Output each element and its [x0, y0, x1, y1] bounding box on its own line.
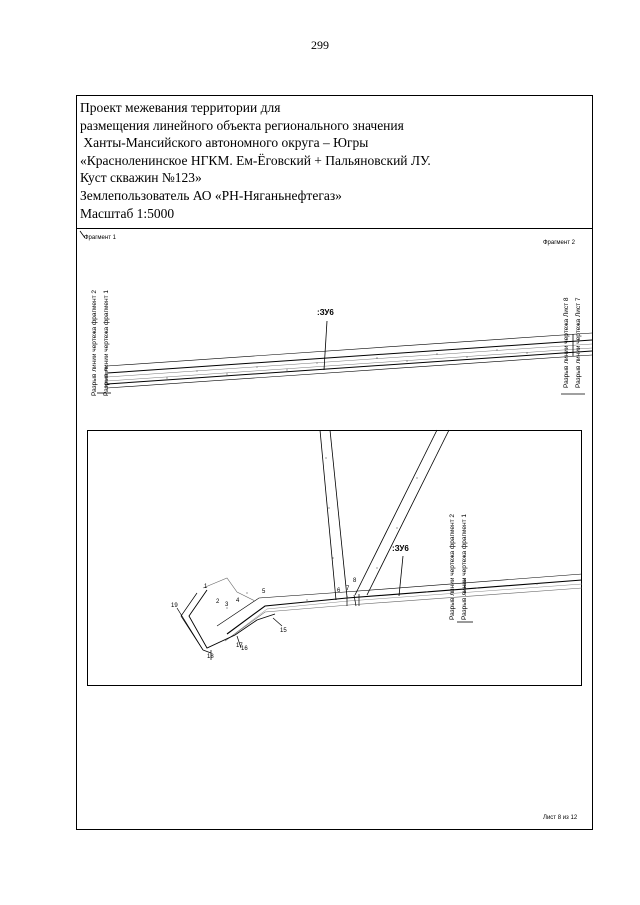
point-label: 2 [216, 599, 220, 605]
title-line: Ханты-Мансийского автономного округа – Югры [80, 135, 369, 151]
point-label: 3 [225, 602, 229, 608]
point-label: 6 [337, 588, 341, 594]
break-fragment-1-label: Разрыв линии чертежа фрагмент 1 [103, 290, 110, 396]
break-sheet-7-label: Разрыв линии чертежа Лист 7 [575, 297, 582, 388]
inset-parcel-label: :ЗУ6 [392, 544, 409, 553]
point-label: 5 [262, 589, 266, 595]
title-line: Проект межевания территории для [80, 100, 281, 115]
title-line: Куст скважин №123» [80, 170, 202, 186]
inset-break-fragment-2-label: Разрыв линии чертежа фрагмент 2 [449, 514, 456, 620]
point-label: 16 [241, 646, 248, 652]
title-line: Землепользователь АО «РН-Няганьнефтегаз» [80, 187, 342, 203]
point-label: 8 [353, 578, 357, 584]
point-label: 18 [207, 654, 214, 660]
sheet-label: Лист 8 из 12 [543, 815, 578, 821]
point-label: 1 [204, 584, 208, 590]
title-line: «Красноленинское НГКМ. Ем-Ёговский + Пальяновский ЛУ. [80, 152, 431, 168]
point-label: 4 [236, 598, 240, 604]
parcel-label: :ЗУ6 [317, 308, 334, 317]
title-line: размещения линейного объекта регионального значения [80, 117, 404, 133]
title-block [80, 99, 585, 222]
point-label: 17 [236, 643, 243, 649]
map-texture [166, 349, 537, 608]
point-label: 19 [171, 603, 178, 609]
fragment-2-label: Фрагмент 2 [543, 240, 575, 246]
upper-corridor [106, 321, 592, 388]
point-label: 7 [346, 586, 350, 592]
break-fragment-2-label: Разрыв линии чертежа фрагмент 2 [91, 290, 98, 396]
break-sheet-8-label: Разрыв линии чертежа Лист 8 [563, 297, 570, 388]
page-number: 299 [311, 38, 329, 52]
map-drawing [77, 228, 592, 828]
cadastral-map [77, 228, 592, 828]
inset-break-fragment-1-label: Разрыв линии чертежа фрагмент 1 [461, 514, 468, 620]
inset-corridor [177, 430, 582, 660]
point-label: 15 [280, 628, 287, 634]
fragment-1-label: Фрагмент 1 [84, 235, 116, 241]
scale-line: Масштаб 1:5000 [80, 205, 175, 221]
inset-frame [88, 431, 582, 686]
